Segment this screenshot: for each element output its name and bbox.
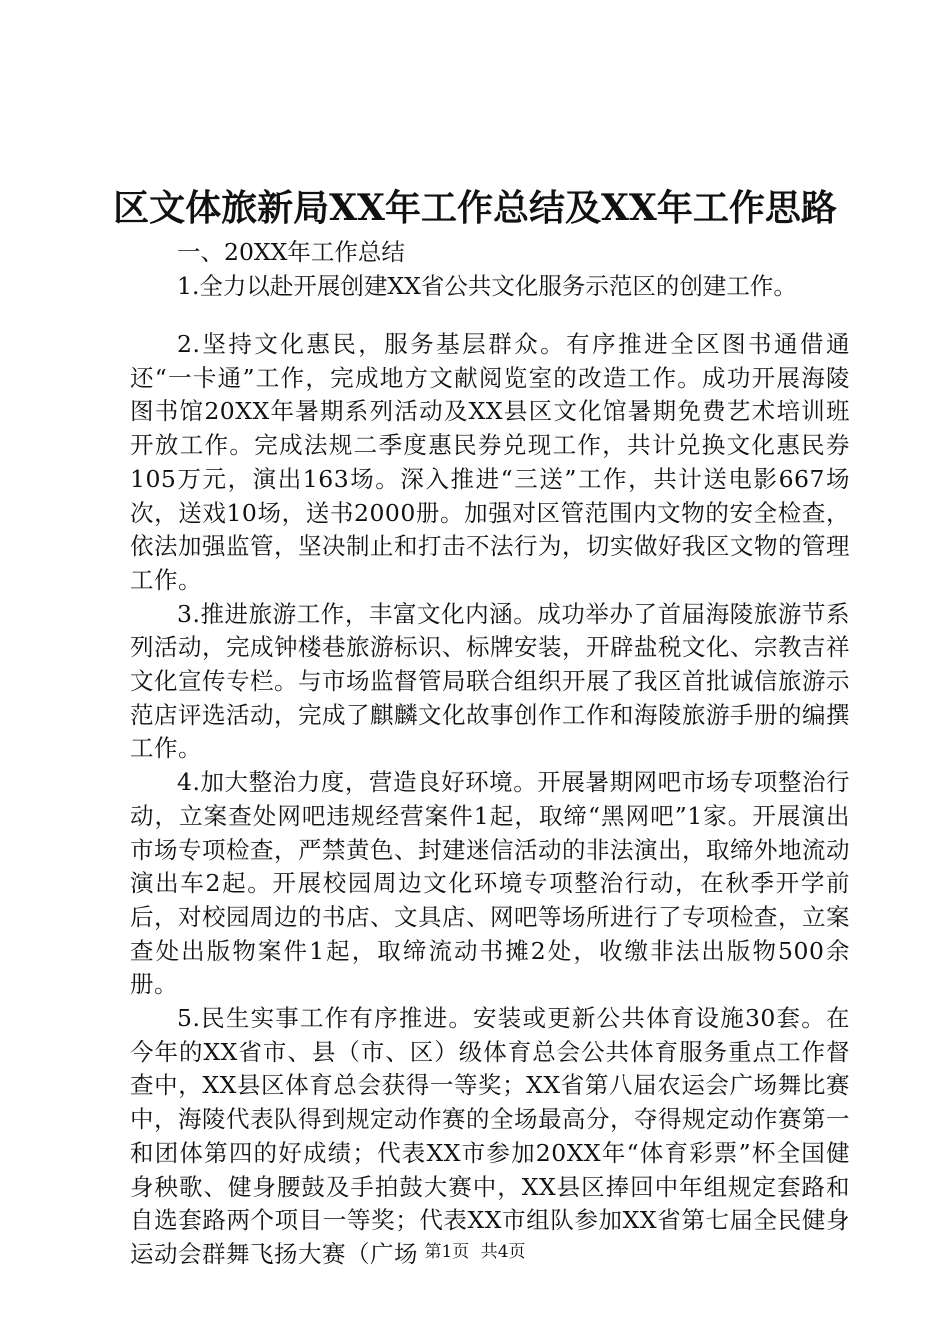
paragraph-3: 3.推进旅游工作，丰富文化内涵。成功举办了首届海陵旅游节系列活动，完成钟楼巷旅游标识、标牌安装，开辟盐税文化、宗教吉祥文化宣传专栏。与市场监督管局联合组织开展了我区首批诚信旅游示范店评选活动，完成了麒麟文化故事创作工作和海陵旅游手册的编撰工作。 bbox=[130, 599, 850, 763]
item-one: 1.全力以赴开展创建XX省公共文化服务示范区的创建工作。 bbox=[177, 272, 797, 300]
document-title: 区文体旅新局XX年工作总结及XX年工作思路 bbox=[113, 187, 837, 229]
paragraph-4: 4.加大整治力度，营造良好环境。开展暑期网吧市场专项整治行动，立案查处网吧违规经营案件1起，取缔“黑网吧”1家。开展演出市场专项检查，严禁黄色、封建迷信活动的非法演出，取缔外地流动演出车2起。开展校园周边文化环境专项整治行动，在秋季开学前后，对校园周边的书店、文具店、网吧等场所进行了专项检查，立案查处出版物案件1起，取缔流动书摊2处，收缴非法出版物500余册。 bbox=[130, 768, 850, 999]
body-text bbox=[130, 328, 850, 1272]
section-heading: 一、20XX年工作总结 bbox=[177, 238, 405, 266]
paragraph-2: 2.坚持文化惠民，服务基层群众。有序推进全区图书通借通还“一卡通”工作，完成地方文献阅览室的改造工作。成功开展海陵图书馆20XX年暑期系列活动及XX县区文化馆暑期免费艺术培训班开放工作。完成法规二季度惠民券兑现工作，共计兑换文化惠民券105万元，演出163场。深入推进“三送”工作，共计送电影667场次，送戏10场，送书2000册。加强对区管范围内文物的安全检查，依法加强监管，坚决制止和打击不法行为，切实做好我区文物的管理工作。 bbox=[130, 330, 850, 594]
paragraph-5: 5.民生实事工作有序推进。安装或更新公共体育设施30套。在今年的XX省市、县（市、区）级体育总会公共体育服务重点工作督查中，XX县区体育总会获得一等奖；XX省第八届农运会广场舞比赛中，海陵代表队得到规定动作赛的全场最高分，夺得规定动作赛第一和团体第四的好成绩；代表XX市参加20XX年“体育彩票”杯全国健身秧歌、健身腰鼓及手拍鼓大赛中，XX县区捧回中年组规定套路和自选套路两个项目一等奖；代表XX市组队参加XX省第七届全民健身运动会群舞飞扬大赛（广场 bbox=[130, 1004, 850, 1268]
page-footer bbox=[0, 1240, 950, 1264]
page-total: 共4页 bbox=[480, 1242, 526, 1262]
page-number: 第1页 bbox=[424, 1242, 470, 1262]
